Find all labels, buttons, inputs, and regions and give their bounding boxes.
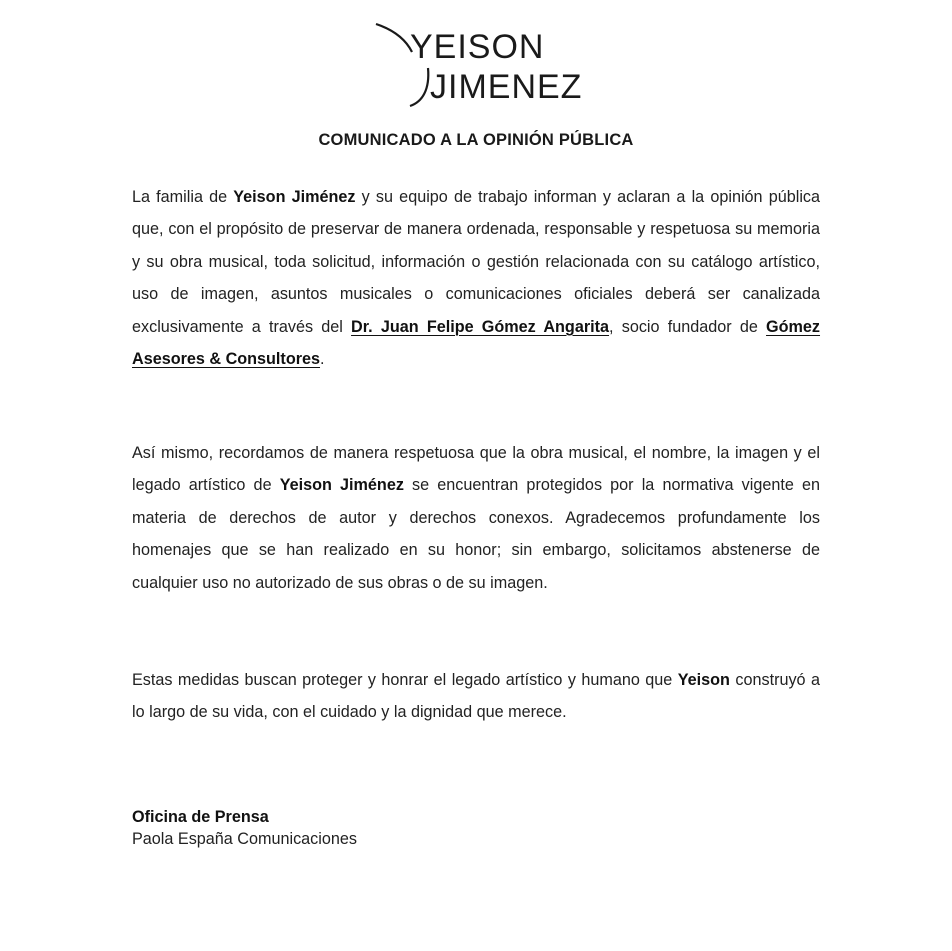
paragraph-2: Así mismo, recordamos de manera respetuosa que la obra musical, el nombre, la imagen y el legado artístico de Yeison Jiménez se encuentran protegidos por la normativa vigente en materia de derechos de autor y derechos conexos. Agradecemos profundamente los homenajes que se han realizado en su honor; sin embargo, solicitamos abstenerse de cualquier uso no autorizado de sus obras o de su imagen. — [132, 444, 821, 592]
logo-line2: JIMENEZ — [430, 68, 582, 106]
yeison-jimenez-logo — [372, 18, 582, 110]
logo-line1: YEISON — [410, 28, 545, 66]
signature-block — [132, 806, 357, 850]
signature-agency: Paola España Comunicaciones — [132, 830, 357, 848]
signature-office: Oficina de Prensa — [132, 808, 269, 826]
paragraph-1: La familia de Yeison Jiménez y su equipo de trabajo informan y aclaran a la opinión pública que, con el propósito de preservar de manera ordenada, responsable y respetuosa su memoria y su obra musical, toda solicitud, información o gestión relacionada con su catálogo artístico, uso de imagen, asuntos musicales o comunicaciones oficiales deberá ser canalizada exclusivamente a través del Dr. Juan Felipe Gómez Angarita, socio fundador de Gómez Asesores & Consultores. — [132, 188, 821, 369]
page-title: COMUNICADO A LA OPINIÓN PÚBLICA — [318, 131, 634, 149]
artist-name: Yeison Jiménez — [279, 476, 404, 495]
lawyer-name: Dr. Juan Felipe Gómez Angarita — [351, 317, 610, 336]
paragraph-3: Estas medidas buscan proteger y honrar el legado artístico y humano que Yeison construyó a lo largo de su vida, con el cuidado y la dignidad que merece. — [132, 671, 820, 722]
artist-first-name: Yeison — [677, 671, 730, 689]
firm-name: Gómez Asesores & Consultores — [132, 317, 821, 369]
artist-name: Yeison Jiménez — [233, 188, 356, 206]
